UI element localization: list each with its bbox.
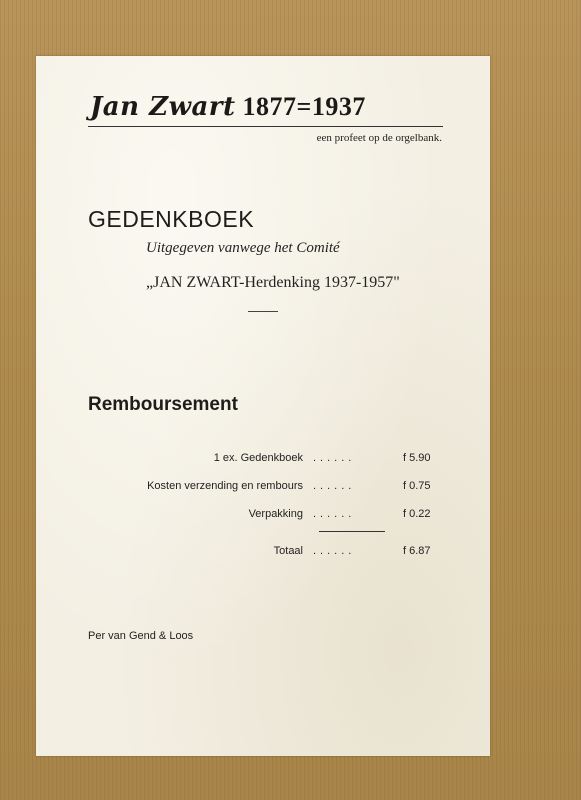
cost-label: Verpakking [248,508,303,520]
total-label: Totaal [273,545,303,557]
book-title: GEDENKBOEK [88,206,255,232]
committee-line: „JAN ZWART-Herdenking 1937-1957" [146,274,400,291]
cost-label: 1 ex. Gedenkboek [213,452,303,464]
cost-amount: f 0.22 [403,508,431,520]
dot-leader: ...... [313,452,356,464]
cost-row [96,480,446,508]
section-heading: Remboursement [88,394,238,415]
cost-amount: f 5.90 [403,452,431,464]
masthead-tagline: een profeet op de orgelbank. [316,132,442,144]
divider-rule [248,311,278,312]
publisher-line: Uitgegeven vanwege het Comité [146,240,340,256]
dot-leader: ...... [313,480,356,492]
masthead-name: Jan Zwart [90,92,236,122]
cost-label: Kosten verzending en rembours [147,480,303,492]
cost-row [96,508,446,536]
total-amount: f 6.87 [403,545,431,557]
shipper-line: Per van Gend & Loos [88,630,194,642]
masthead-rule [88,126,443,127]
cost-table [96,452,446,536]
dot-leader: ...... [313,508,356,520]
masthead-years: 1877=1937 [242,92,366,121]
masthead-title [90,92,366,122]
document-sheet [36,56,490,756]
total-row [96,545,446,565]
sum-rule [319,531,385,532]
cost-row [96,452,446,480]
cost-amount: f 0.75 [403,480,431,492]
dot-leader: ...... [313,545,356,557]
